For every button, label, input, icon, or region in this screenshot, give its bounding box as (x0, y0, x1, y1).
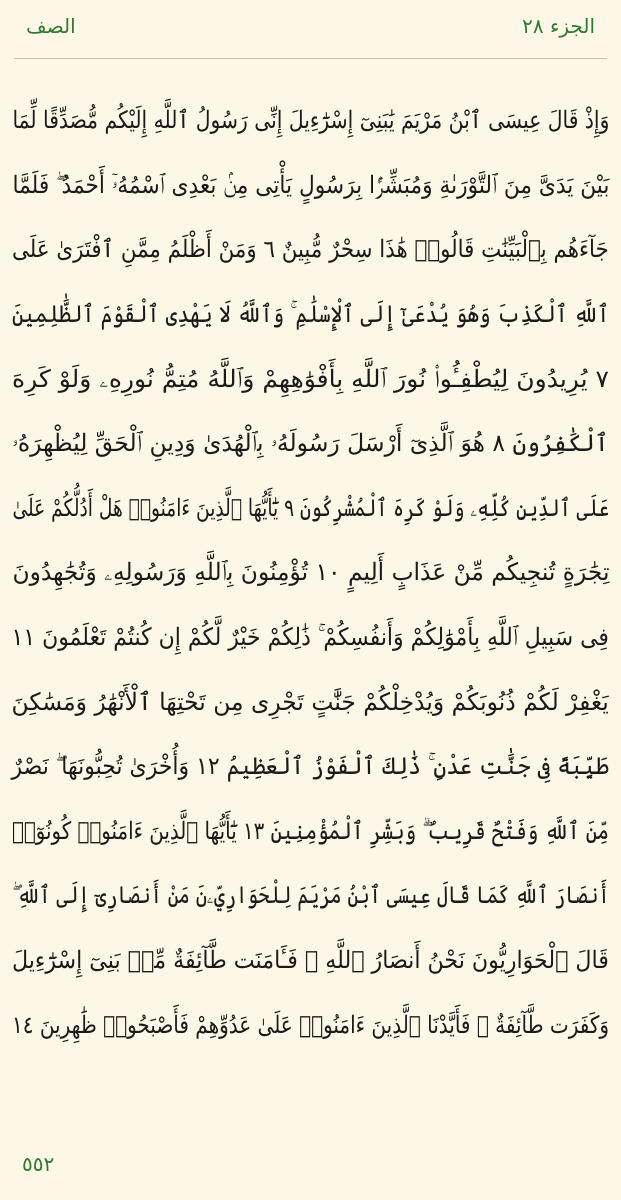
verse-line: جَآءَهُم بِٱلْبَيِّنَٰتِ قَالُوا۟ هَٰذَا سِحْرٌ مُّبِينٌ ٦ وَمَنْ أَظْلَمُ مِمَّنِ ٱفْتَرَىٰ عَلَى (12, 235, 609, 264)
verse-line: قَالَ ٱلْحَوَارِيُّونَ نَحْنُ أَنصَارُ ٱللَّهِ ۖ فَـَٔامَنَت طَّآئِفَةٌ مِّنۢ بَنِىٓ إِسْرَٰٓءِيلَ (12, 946, 609, 975)
juz-label: الجزء ٢٨ (522, 14, 595, 38)
verse-line: فِى سَبِيلِ ٱللَّهِ بِأَمْوَٰلِكُمْ وَأَنفُسِكُمْ ۚ ذَٰلِكُمْ خَيْرٌ لَّكُمْ إِن كُنتُمْ تَعْلَمُونَ ١١ (11, 623, 610, 652)
verse-line: بَيْنَ يَدَىَّ مِنَ ٱلتَّوْرَىٰةِ وَمُبَشِّرًۢا بِرَسُولٍ يَأْتِى مِنۢ بَعْدِى ٱسْمُهُۥٓ أَحْمَدُ ۖ فَلَمَّا (12, 170, 609, 199)
verse-line: طَيِّبَةً فِى جَنَّٰتِ عَدْنٍ ۚ ذَٰلِكَ ٱلْفَوْزُ ٱلْعَظِيمُ ١٢ وَأُخْرَىٰ تُحِبُّونَهَا ۖ نَصْرٌ (11, 752, 610, 781)
verse-line: عَلَى ٱلدِّينِ كُلِّهِۦ وَلَوْ كَرِهَ ٱلْمُشْرِكُونَ ٩ يَٰٓأَيُّهَا ٱلَّذِينَ ءَامَنُوا۟ هَلْ أَدُلُّكُمْ عَلَىٰ (12, 493, 609, 522)
verse-line: وَإِذْ قَالَ عِيسَى ٱبْنُ مَرْيَمَ يَٰبَنِىٓ إِسْرَٰٓءِيلَ إِنِّى رَسُولُ ٱللَّهِ إِلَيْكُم مُّصَدِّقًا لِّمَا (12, 106, 609, 135)
verse-line: ٱلْكَٰفِرُونَ ٨ هُوَ ٱلَّذِىٓ أَرْسَلَ رَسُولَهُۥ بِٱلْهُدَىٰ وَدِينِ ٱلْحَقِّ لِيُظْهِرَهُۥ (12, 429, 609, 458)
verse-line: أَنصَارَ ٱللَّهِ كَمَا قَالَ عِيسَى ٱبْنُ مَرْيَمَ لِلْحَوَارِيِّۦنَ مَنْ أَنصَارِىٓ إِلَى ٱللَّهِ ۖ (11, 881, 609, 910)
verse-line: ٱللَّهِ ٱلْكَذِبَ وَهُوَ يُدْعَىٰٓ إِلَى ٱلْإِسْلَٰمِ ۚ وَٱللَّهُ لَا يَهْدِى ٱلْقَوْمَ ٱلظَّٰلِمِينَ (11, 300, 610, 329)
header-divider (14, 58, 607, 59)
surah-name: الصف (26, 14, 76, 38)
verse-line: مِّنَ ٱللَّهِ وَفَتْحٌ قَرِيبٌ ۗ وَبَشِّرِ ٱلْمُؤْمِنِينَ ١٣ يَٰٓأَيُّهَا ٱلَّذِينَ ءَامَنُوا۟ كُونُوٓا۟ (11, 816, 609, 845)
verse-line: وَكَفَرَت طَّآئِفَةٌ ۖ فَأَيَّدْنَا ٱلَّذِينَ ءَامَنُوا۟ عَلَىٰ عَدُوِّهِمْ فَأَصْبَحُوا۟ ظَٰهِرِينَ ١٤ (12, 1010, 610, 1039)
quran-text (10, 88, 611, 1057)
page-header (0, 14, 621, 44)
verse-line: تِجَٰرَةٍ تُنجِيكُم مِّنْ عَذَابٍ أَلِيمٍ ١٠ تُؤْمِنُونَ بِٱللَّهِ وَرَسُولِهِۦ وَتُجَٰهِدُونَ (12, 558, 609, 587)
page-number: ٥٥٢ (22, 1152, 55, 1176)
verse-line: ٧ يُرِيدُونَ لِيُطْفِـُٔوا۟ نُورَ ٱللَّهِ بِأَفْوَٰهِهِمْ وَٱللَّهُ مُتِمُّ نُورِهِۦ وَلَوْ كَرِهَ (12, 364, 609, 393)
verse-line: يَغْفِرْ لَكُمْ ذُنُوبَكُمْ وَيُدْخِلْكُمْ جَنَّٰتٍ تَجْرِى مِن تَحْتِهَا ٱلْأَنْهَٰرُ وَمَسَٰكِنَ (11, 687, 610, 716)
